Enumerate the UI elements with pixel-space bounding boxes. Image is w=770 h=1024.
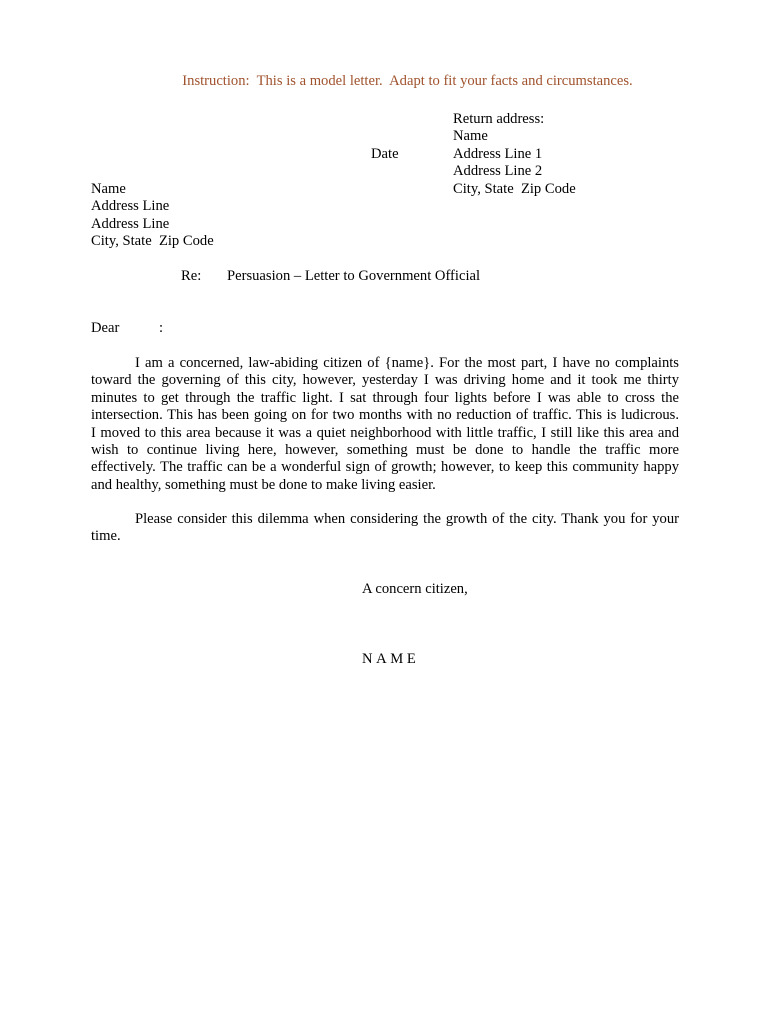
date-field: Date xyxy=(371,146,399,162)
salutation-colon: : xyxy=(159,320,164,336)
complimentary-closing: A concern citizen, xyxy=(362,581,468,597)
body-paragraph-2 xyxy=(91,511,679,546)
paragraph-line: intersection. This has been going on for two months with no reduction of traffic. This is ludicrous. xyxy=(91,407,679,424)
salutation xyxy=(91,320,163,337)
paragraph-line: I am a concerned, law-abiding citizen of {name}. For the most part, I have no complaints xyxy=(135,355,679,371)
return-address-city-state-zip: City, State Zip Code xyxy=(453,180,576,197)
return-address-block xyxy=(453,111,576,198)
recipient-address-block xyxy=(91,181,214,251)
paragraph-line: time. xyxy=(91,528,121,545)
paragraph-line: wish to continue living here, however, something must be done to handle the traffic more xyxy=(91,442,679,459)
recipient-address-line-1: Address Line xyxy=(91,198,170,215)
paragraph-line: and healthy, something must be done to make living easier. xyxy=(91,476,436,493)
subject-label: Re: xyxy=(181,268,202,284)
paragraph-line: toward the governing of this city, however, yesterday I was driving home and it took me thirty xyxy=(91,372,679,389)
body-paragraph-1 xyxy=(91,355,679,494)
return-address-line-2: Address Line 2 xyxy=(453,163,543,180)
recipient-city-state-zip: City, State Zip Code xyxy=(91,233,214,250)
instruction-note: Instruction: This is a model letter. Adapt to fit your facts and circumstances. xyxy=(182,73,633,89)
paragraph-line: minutes to get through the traffic light. I sat through four lights before I was able to cross the xyxy=(91,389,679,406)
recipient-address-line-2: Address Line xyxy=(91,215,170,232)
paragraph-line: I moved to this area because it was a quiet neighborhood with little traffic, I still like this area and xyxy=(91,424,679,441)
recipient-name: Name xyxy=(91,181,126,197)
paragraph-line: effectively. The traffic can be a wonderful sign of growth; however, to keep this community happy xyxy=(91,459,679,476)
paragraph-line: Please consider this dilemma when considering the growth of the city. Thank you for your xyxy=(135,511,679,527)
return-address-name: Name xyxy=(453,128,488,145)
subject-text: Persuasion – Letter to Government Official xyxy=(227,268,481,284)
subject-line xyxy=(181,268,480,285)
signature-name: NAME xyxy=(362,651,420,667)
return-address-heading: Return address: xyxy=(453,111,545,127)
salutation-word: Dear xyxy=(91,320,120,336)
return-address-line-1: Address Line 1 xyxy=(453,145,543,162)
